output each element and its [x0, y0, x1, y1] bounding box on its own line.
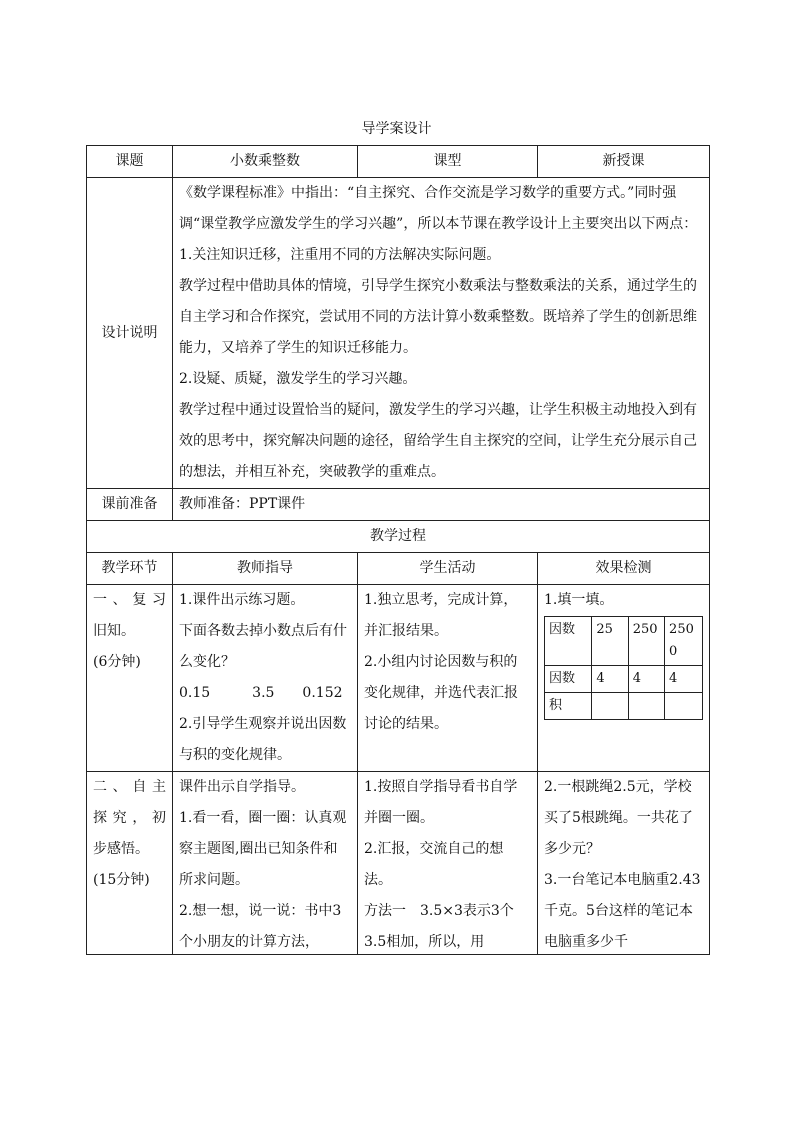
- design-label: 设计说明: [87, 178, 173, 489]
- design-description: [173, 178, 710, 489]
- teacher-cell: [173, 585, 358, 772]
- design-paragraph: 2.设疑、质疑，激发学生的学习兴趣。: [179, 371, 417, 387]
- check-cell: [538, 772, 710, 955]
- check-line: 2.一根跳绳2.5元，学校买了5根跳绳。一共花了多少元？: [544, 779, 693, 857]
- topic-label: 课题: [87, 146, 173, 178]
- stage-line: (6分钟): [93, 654, 141, 670]
- stage-line: 旧知。: [93, 623, 135, 639]
- fill-cell: 4: [592, 666, 628, 693]
- stage-line: 步感悟。: [93, 841, 149, 857]
- fill-blank-cell: [628, 693, 664, 720]
- topic-value: 小数乘整数: [173, 146, 358, 178]
- fill-cell: 积: [545, 693, 592, 720]
- stage-line: 一、复习: [93, 592, 166, 608]
- fill-cell: 4: [665, 666, 703, 693]
- fill-cell: 2500: [665, 617, 703, 666]
- column-header-stage: 教学环节: [87, 553, 173, 585]
- teacher-line: 2.引导学生观察并说出因数与积的变化规律。: [179, 716, 347, 763]
- design-paragraph: 教学过程中通过设置恰当的疑问，激发学生的学习兴趣，让学生积极主动地投入到有效的思考中，探究解决问题的途径，留给学生自主探究的空间，让学生充分展示自己的想法，并相互补充，突破教学的重难点。: [179, 402, 697, 480]
- student-line: 1.独立思考，完成计算，并汇报结果。: [364, 592, 518, 639]
- teacher-line: 课件出示自学指导。: [179, 779, 305, 795]
- student-line: 2.汇报，交流自己的想法。: [364, 841, 504, 888]
- process-row-review: [87, 585, 710, 772]
- type-label: 课型: [358, 146, 538, 178]
- student-line: 1.按照自学指导看书自学并圈一圈。: [364, 779, 518, 826]
- teacher-line: 1.看一看，圈一圈：认真观察主题图,圈出已知条件和所求问题。: [179, 810, 347, 888]
- design-paragraph: 1.关注知识迁移，注重用不同的方法解决实际问题。: [179, 247, 501, 263]
- stage-line: 探究，初: [93, 810, 166, 826]
- stage-cell: [87, 585, 173, 772]
- type-value: 新授课: [538, 146, 710, 178]
- fill-cell: 4: [628, 666, 664, 693]
- fill-in-table: [544, 616, 703, 720]
- design-paragraph: 教学过程中借助具体的情境，引导学生探究小数乘法与整数乘法的关系，通过学生的自主学习和合作探究，尝试用不同的方法计算小数乘整数。既培养了学生的创新思维能力，又培养了学生的知识迁移能力。: [179, 278, 697, 356]
- document-title: 导学案设计: [361, 121, 432, 137]
- fill-blank-cell: [665, 693, 703, 720]
- teacher-line: 下面各数去掉小数点后有什么变化？: [179, 623, 347, 670]
- column-header-student: 学生活动: [358, 553, 538, 585]
- prep-label: 课前准备: [87, 489, 173, 521]
- teacher-line: 0.15 3.5 0.152: [179, 685, 343, 701]
- check-line: 3.一台笔记本电脑重2.43千克。5台这样的笔记本电脑重多少千: [544, 872, 701, 950]
- column-header-teacher: 教师指导: [173, 553, 358, 585]
- student-cell: [358, 585, 538, 772]
- teacher-line: 2.想一想，说一说：书中3个小朋友的计算方法，: [179, 903, 342, 950]
- student-line: 2.小组内讨论因数与积的变化规律，并选代表汇报讨论的结果。: [364, 654, 518, 732]
- stage-line: 二、自主: [93, 779, 166, 795]
- stage-line: (15分钟): [93, 872, 150, 888]
- fill-cell: 因数: [545, 617, 592, 666]
- design-paragraph: 《数学课程标准》中指出：“自主探究、合作交流是学习数学的重要方式。”同时强调“课堂教学应激发学生的学习兴趣”，所以本节课在教学设计上主要突出以下两点：: [179, 185, 698, 232]
- process-title: 教学过程: [87, 521, 710, 553]
- fill-cell: 250: [628, 617, 664, 666]
- teacher-cell: [173, 772, 358, 955]
- process-row-explore: [87, 772, 710, 955]
- student-line: 方法一 3.5×3表示3个3.5相加，所以，用: [364, 903, 514, 950]
- fill-blank-cell: [592, 693, 628, 720]
- student-cell: [358, 772, 538, 955]
- check-intro: 1.填一填。: [544, 592, 614, 608]
- prep-value: 教师准备：PPT课件: [173, 489, 710, 521]
- check-cell: [538, 585, 710, 772]
- column-header-check: 效果检测: [538, 553, 710, 585]
- teacher-line: 1.课件出示练习题。: [179, 592, 305, 608]
- fill-cell: 因数: [545, 666, 592, 693]
- lesson-plan-table: [86, 145, 710, 955]
- stage-cell: [87, 772, 173, 955]
- fill-cell: 25: [592, 617, 628, 666]
